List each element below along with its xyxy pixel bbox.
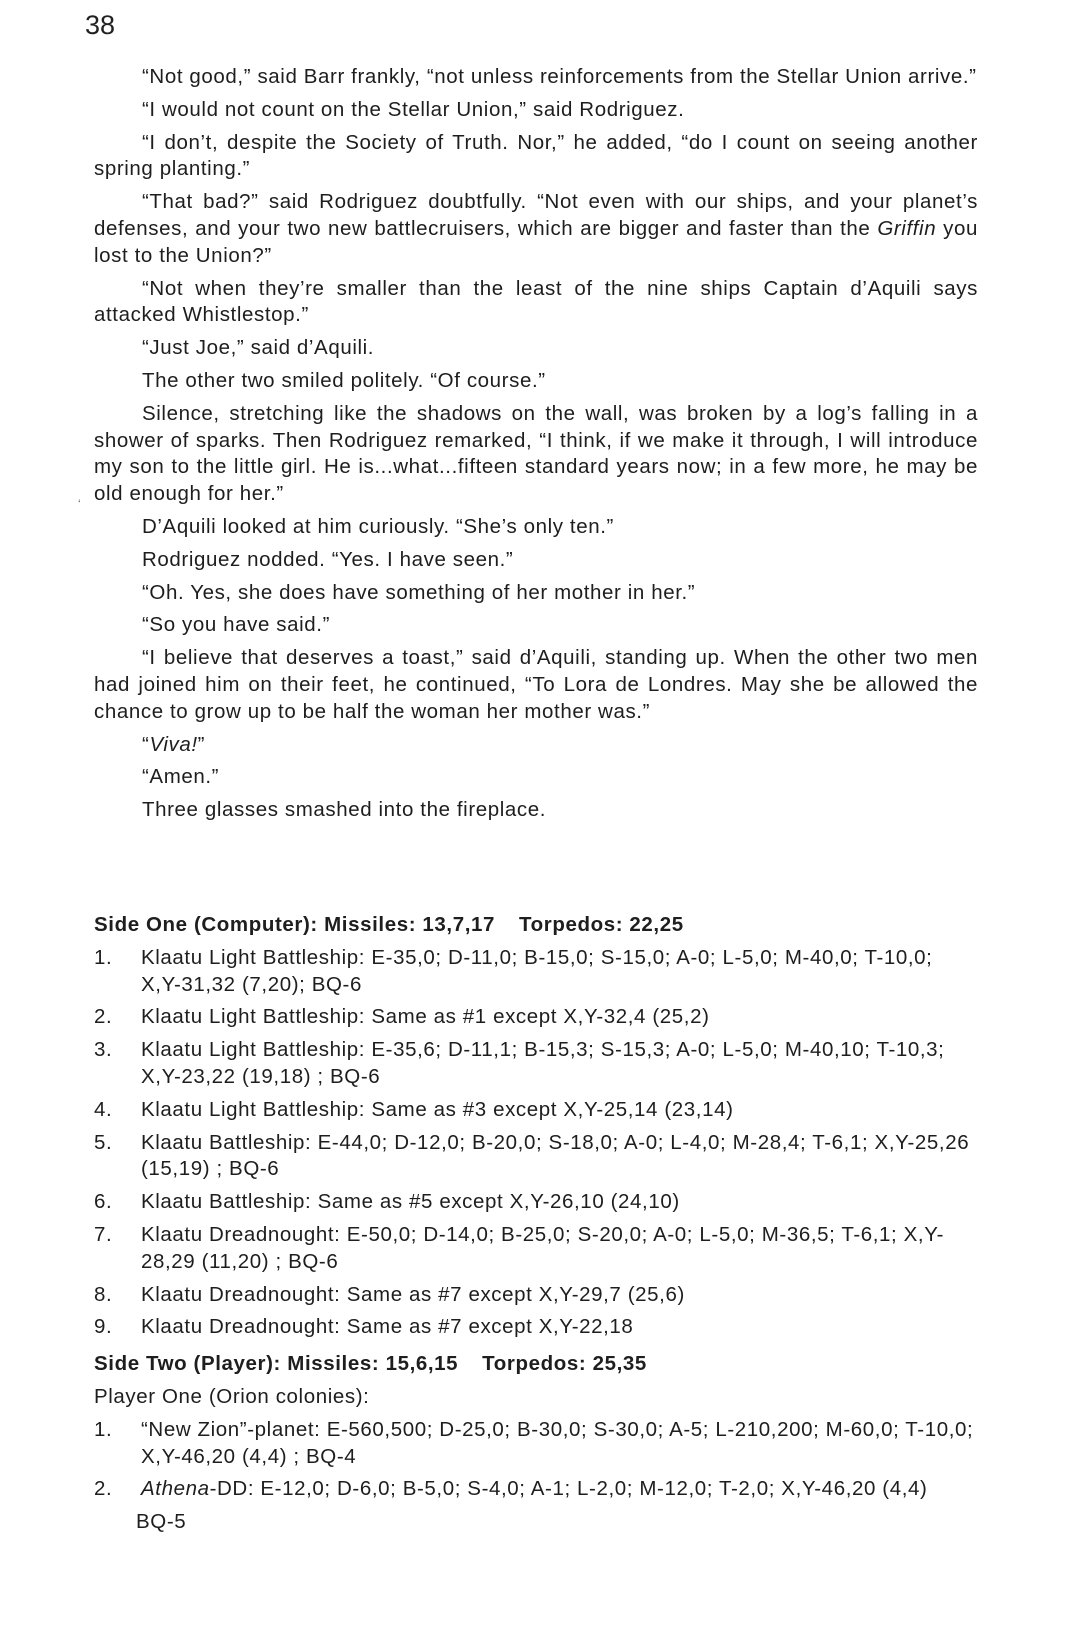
paragraph: The other two smiled politely. “Of course.” (142, 368, 546, 392)
list-item (94, 1097, 978, 1124)
side-one-ship-list (94, 945, 978, 1341)
list-item (94, 1037, 978, 1091)
side-two-heading (94, 1351, 978, 1378)
list-item (94, 1004, 978, 1031)
paragraph: Three glasses smashed into the fireplace. (142, 798, 547, 822)
paragraph: “Just Joe,” said d’Aquili. (142, 336, 375, 360)
list-item (94, 1476, 978, 1503)
list-item (94, 1222, 978, 1276)
item-text: Klaatu Battleship: E-44,0; D-12,0; B-20,0; S-18,0; A-0; L-4,0; M-28,4; T-6,1; X,Y-25,26 (15,19) ; BQ-6 (141, 1130, 970, 1181)
paragraph-text: “ (142, 732, 150, 756)
item-text: Klaatu Dreadnought: Same as #7 except X,Y-29,7 (25,6) (141, 1282, 685, 1306)
item-number: 5. (94, 1130, 113, 1154)
ship-name-italic: Griffin (877, 216, 937, 240)
paragraph: Rodriguez nodded. “Yes. I have seen.” (142, 547, 514, 571)
list-item (94, 1314, 978, 1341)
paragraph: “I would not count on the Stellar Union,” said Rodriguez. (142, 97, 685, 121)
player-one-heading: Player One (Orion colonies): (94, 1384, 370, 1408)
list-item (94, 1189, 978, 1216)
list-item (94, 1282, 978, 1309)
item-text: “New Zion”-planet: E-560,500; D-25,0; B-30,0; S-30,0; A-5; L-210,200; M-60,0; T-10,0; X,Y-46,20 (4,4) ; BQ-4 (141, 1417, 974, 1468)
list-item (94, 945, 978, 999)
paragraph-text: ” (197, 732, 206, 756)
item-text: Klaatu Dreadnought: Same as #7 except X,Y-22,18 (141, 1315, 634, 1339)
scenario-stats (94, 912, 978, 1536)
item-text: Klaatu Light Battleship: Same as #1 except X,Y-32,4 (25,2) (141, 1005, 710, 1029)
prose-body (94, 64, 978, 824)
item-number: 3. (94, 1038, 113, 1062)
paragraph: “Oh. Yes, she does have something of her mother in her.” (142, 580, 696, 604)
paragraph: D’Aquili looked at him curiously. “She’s only ten.” (142, 514, 614, 538)
side-two-missiles: Side Two (Player): Missiles: 15,6,15 (94, 1352, 459, 1376)
item-number: 4. (94, 1097, 113, 1121)
paragraph (94, 189, 978, 269)
item-text: Klaatu Dreadnought: E-50,0; D-14,0; B-25,0; S-20,0; A-0; L-5,0; M-36,5; T-6,1; X,Y-28,29 (11,20) ; BQ-6 (141, 1222, 945, 1273)
list-item (94, 1130, 978, 1184)
item-number: 9. (94, 1315, 113, 1339)
paragraph: Silence, stretching like the shadows on the wall, was broken by a log’s falling in a shower of sparks. Then Rodriguez remarked, “I think, if we make it through, I will introduce my son to the little girl. He is...what...fifteen standard years now; in a few more, he may be old enough for her.” (94, 401, 978, 506)
viva-italic: Viva! (149, 732, 198, 756)
paragraph: “Amen.” (142, 765, 220, 789)
paragraph: “I don’t, despite the Society of Truth. Nor,” he added, “do I count on seeing another spring planting.” (94, 130, 978, 181)
list-item (94, 1417, 978, 1471)
item-number: 7. (94, 1222, 113, 1246)
paragraph (94, 732, 978, 759)
item-stats: -DD: E-12,0; D-6,0; B-5,0; S-4,0; A-1; L-2,0; M-12,0; T-2,0; X,Y-46,20 (4,4) (209, 1477, 928, 1501)
paragraph-text: “That bad?” said Rodriguez doubtfully. “Not even with our ships, and your planet’s defenses, and your two new battlecruisers, which are bigger and faster than the (94, 190, 978, 240)
paragraph: “I believe that deserves a toast,” said d’Aquili, standing up. When the other two men had joined him on their feet, he continued, “To Lora de Londres. May she be allowed the chance to grow up to be half the woman her mother was.” (94, 646, 978, 723)
item-number: 6. (94, 1190, 113, 1214)
item-text: Klaatu Battleship: Same as #5 except X,Y-26,10 (24,10) (141, 1190, 680, 1214)
item-number: 8. (94, 1282, 113, 1306)
item-text: Klaatu Light Battleship: E-35,6; D-11,1; B-15,3; S-15,3; A-0; L-5,0; M-40,10; T-10,3; X,Y-23,22 (19,18) ; BQ-6 (141, 1038, 945, 1088)
ship-name-italic: Athena (141, 1477, 210, 1501)
item-number: 1. (94, 945, 113, 969)
paragraph: “Not when they’re smaller than the least of the nine ships Captain d’Aquili says attacked Whistlestop.” (94, 276, 978, 327)
side-one-missiles: Side One (Computer): Missiles: 13,7,17 (94, 913, 496, 936)
side-one-torpedos: Torpedos: 22,25 (519, 913, 684, 936)
margin-mark: ‘ (78, 497, 81, 511)
item-trailing-text: BQ-5 (136, 1510, 187, 1534)
page-number: 38 (85, 10, 116, 40)
paragraph-text: you lost to the Union?” (94, 216, 978, 267)
item-number: 2. (94, 1477, 113, 1501)
paragraph: “So you have said.” (142, 613, 331, 637)
side-two-torpedos: Torpedos: 25,35 (482, 1352, 647, 1376)
side-two-list (94, 1417, 978, 1503)
item-number: 2. (94, 1005, 113, 1029)
item-text (141, 1476, 978, 1503)
side-one-heading (94, 912, 978, 939)
paragraph: “Not good,” said Barr frankly, “not unless reinforcements from the Stellar Union arrive.” (142, 65, 977, 88)
item-text: Klaatu Light Battleship: Same as #3 except X,Y-25,14 (23,14) (141, 1097, 734, 1121)
item-number: 1. (94, 1417, 113, 1441)
item-text: Klaatu Light Battleship: E-35,0; D-11,0; B-15,0; S-15,0; A-0; L-5,0; M-40,0; T-10,0; X,Y-31,32 (7,20); BQ-6 (141, 945, 933, 996)
